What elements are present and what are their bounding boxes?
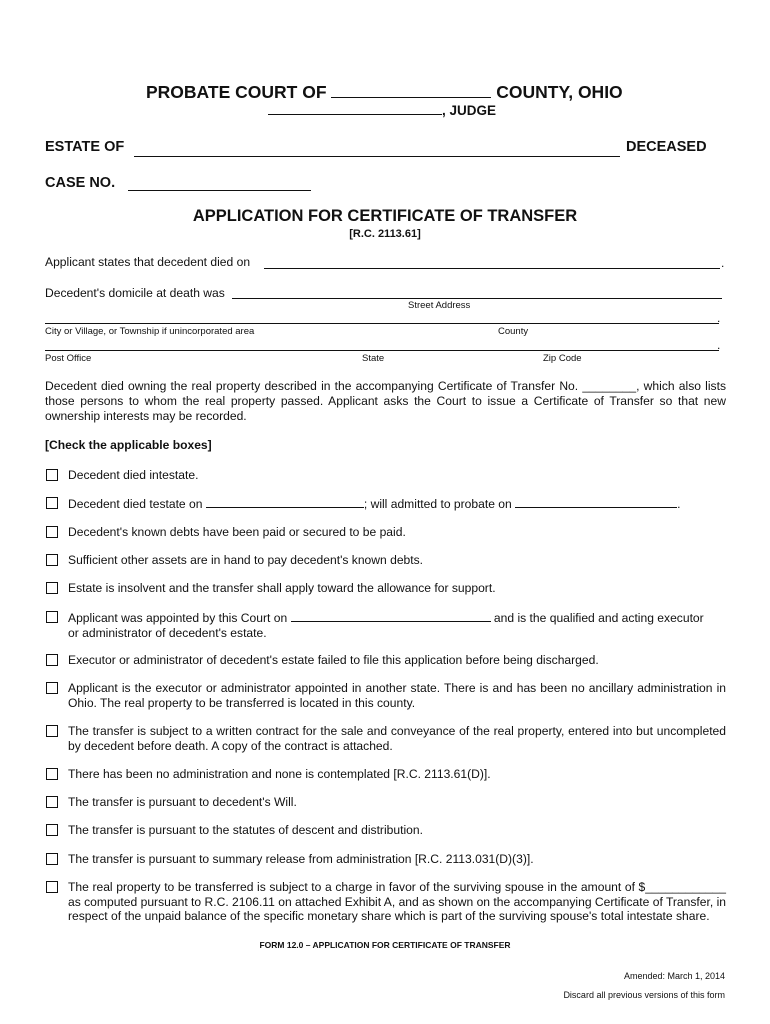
intro-paragraph: Decedent died owning the real property described in the accompanying Certificate of Transfer No. ________, which also lists those persons to whom the real property passed. Applicant asks the Court to issue a Certificate of Transfer so that new ownership interests may be recorded. bbox=[45, 379, 726, 423]
judge-line bbox=[268, 103, 496, 118]
will-admitted-label: ; will admitted to probate on bbox=[363, 497, 512, 511]
period: . bbox=[717, 311, 721, 325]
form-footer-title: FORM 12.0 – APPLICATION FOR CERTIFICATE OF TRANSFER bbox=[259, 940, 511, 950]
option-no-administration: There has been no administration and none is contemplated [R.C. 2113.61(D)]. bbox=[68, 767, 491, 781]
period: . bbox=[677, 497, 681, 511]
state-caption: State bbox=[362, 353, 385, 364]
case-number-field[interactable] bbox=[128, 190, 311, 191]
option-written-contract: The transfer is subject to a written contract for the sale and conveyance of the real property, entered into but uncompleted by decedent before death. A copy of the contract is attached. bbox=[68, 724, 726, 753]
option-testate bbox=[68, 496, 726, 512]
check-instruction: [Check the applicable boxes] bbox=[45, 438, 212, 452]
county-name-field[interactable] bbox=[331, 97, 491, 98]
city-county-field[interactable] bbox=[45, 323, 719, 324]
option-insolvent: Estate is insolvent and the transfer shall apply toward the allowance for support. bbox=[68, 581, 496, 595]
option-appointed bbox=[68, 610, 726, 640]
deceased-label: DECEASED bbox=[626, 139, 707, 155]
domicile-label: Decedent's domicile at death was bbox=[45, 286, 225, 300]
form-title: APPLICATION FOR CERTIFICATE OF TRANSFER bbox=[192, 207, 578, 225]
option-pursuant-statutes: The transfer is pursuant to the statutes of descent and distribution. bbox=[68, 823, 423, 837]
administrator-label: or administrator of decedent's estate. bbox=[68, 625, 267, 640]
appointed-label: Applicant was appointed by this Court on bbox=[68, 611, 288, 625]
date-of-death-field[interactable] bbox=[264, 268, 720, 269]
court-suffix: COUNTY, OHIO bbox=[496, 82, 623, 102]
case-no-label: CASE NO. bbox=[45, 175, 116, 191]
street-address-field[interactable] bbox=[232, 298, 722, 299]
street-address-caption: Street Address bbox=[408, 300, 471, 311]
option-summary-release: The transfer is pursuant to summary release from administration [R.C. 2113.031(D)(3)]. bbox=[68, 852, 534, 866]
option-failed-to-file: Executor or administrator of decedent's estate failed to file this application before being discharged. bbox=[68, 653, 599, 667]
option-intestate: Decedent died intestate. bbox=[68, 468, 199, 482]
option-another-state: Applicant is the executor or administrator appointed in another state. There is and has been no ancillary administration in Ohio. The real property to be transferred is located in this county. bbox=[68, 681, 726, 710]
judge-label: , JUDGE bbox=[442, 103, 497, 118]
zip-caption: Zip Code bbox=[543, 353, 582, 364]
period: . bbox=[717, 338, 721, 352]
judge-name-field[interactable] bbox=[268, 114, 442, 115]
estate-of-label: ESTATE OF bbox=[45, 139, 125, 155]
court-prefix: PROBATE COURT OF bbox=[146, 82, 327, 102]
checkbox-appointed[interactable] bbox=[46, 611, 58, 623]
period: . bbox=[721, 256, 725, 270]
county-caption: County bbox=[498, 326, 529, 337]
option-spouse-charge: The real property to be transferred is subject to a charge in favor of the surviving spouse in the amount of $____________ as computed pursuant to R.C. 2106.11 on attached Exhibit A, and as shown on the accompanying Certificate of Transfer, in respect of the unpaid balance of the specific monetary share which is part of the surviving spouse's total intestate share. bbox=[68, 880, 726, 924]
post-office-state-zip-field[interactable] bbox=[45, 350, 719, 351]
testate-date-field[interactable] bbox=[206, 496, 364, 508]
checkbox-spouse-charge[interactable] bbox=[46, 881, 58, 893]
post-office-caption: Post Office bbox=[45, 353, 92, 364]
statute-reference: [R.C. 2113.61] bbox=[349, 228, 421, 240]
city-caption: City or Village, or Township if unincorporated area bbox=[45, 326, 255, 337]
checkbox-pursuant-will[interactable] bbox=[46, 796, 58, 808]
discard-notice: Discard all previous versions of this form bbox=[563, 990, 725, 1000]
checkbox-pursuant-statutes[interactable] bbox=[46, 824, 58, 836]
checkbox-no-administration[interactable] bbox=[46, 768, 58, 780]
checkbox-failed-to-file[interactable] bbox=[46, 654, 58, 666]
option-pursuant-will: The transfer is pursuant to decedent's Will. bbox=[68, 795, 297, 809]
testate-label: Decedent died testate on bbox=[68, 497, 203, 511]
court-heading bbox=[146, 82, 623, 103]
option-debts-paid: Decedent's known debts have been paid or secured to be paid. bbox=[68, 525, 406, 539]
checkbox-testate[interactable] bbox=[46, 497, 58, 509]
checkbox-insolvent[interactable] bbox=[46, 582, 58, 594]
died-on-label: Applicant states that decedent died on bbox=[45, 255, 251, 269]
estate-name-field[interactable] bbox=[134, 156, 620, 157]
appointment-date-field[interactable] bbox=[291, 610, 491, 622]
executor-label: and is the qualified and acting executor bbox=[493, 611, 704, 625]
amended-date: Amended: March 1, 2014 bbox=[623, 971, 725, 981]
option-sufficient-assets: Sufficient other assets are in hand to pay decedent's known debts. bbox=[68, 553, 424, 567]
checkbox-intestate[interactable] bbox=[46, 469, 58, 481]
probate-date-field[interactable] bbox=[515, 496, 677, 508]
checkbox-written-contract[interactable] bbox=[46, 725, 58, 737]
checkbox-sufficient-assets[interactable] bbox=[46, 554, 58, 566]
checkbox-debts-paid[interactable] bbox=[46, 526, 58, 538]
checkbox-summary-release[interactable] bbox=[46, 853, 58, 865]
checkbox-another-state[interactable] bbox=[46, 682, 58, 694]
